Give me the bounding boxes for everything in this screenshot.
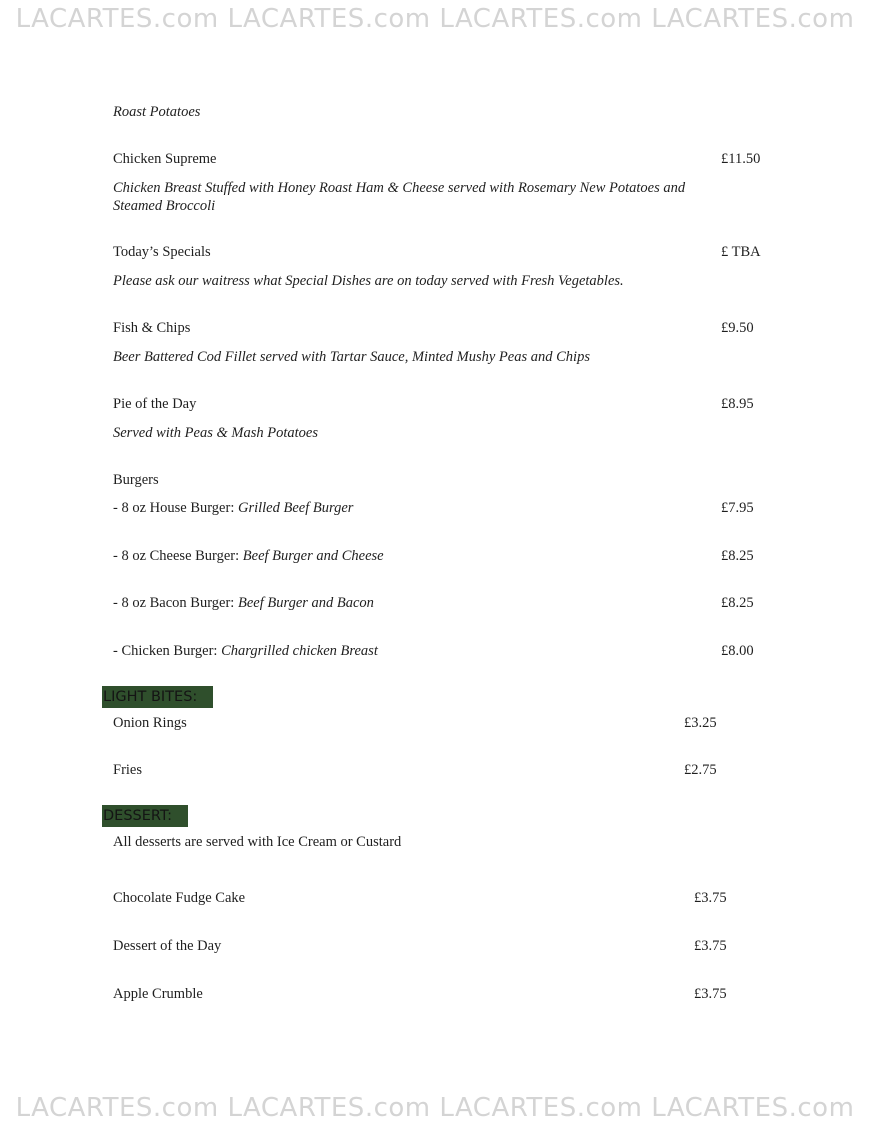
dessert-price: £3.75 (694, 938, 727, 954)
item-name: Today’s Specials (113, 244, 211, 260)
item-name: - Chicken Burger: (113, 643, 222, 659)
burger-price-bacon: £8.25 (721, 595, 754, 611)
item-description: Beef Burger and Cheese (242, 548, 384, 564)
item-price: £9.50 (721, 320, 754, 336)
burgers-heading: Burgers (113, 472, 159, 488)
watermark-top: LACARTES.com LACARTES.com LACARTES.com LACARTES.com (15, 4, 855, 34)
item-description: Grilled Beef Burger (237, 500, 354, 516)
item-name: - 8 oz House Burger: (113, 500, 238, 516)
item-name: - 8 oz Bacon Burger: (113, 595, 238, 611)
burger-item-cheese (113, 547, 384, 565)
continued-note: Roast Potatoes (113, 104, 201, 120)
burger-price-chicken: £8.00 (721, 643, 754, 659)
dessert-name: Apple Crumble (113, 986, 203, 1002)
item-description: Beef Burger and Bacon (237, 595, 374, 611)
dessert-name: Chocolate Fudge Cake (113, 890, 246, 906)
item-description: Chargrilled chicken Breast (221, 643, 378, 659)
item-price: £ TBA (721, 244, 761, 260)
item-name: Fish & Chips (113, 320, 191, 336)
section-heading-light-bites: LIGHT BITES: (102, 686, 213, 708)
light-bite-price: £3.25 (684, 715, 717, 731)
light-bite-price: £2.75 (684, 762, 717, 778)
burger-price-house: £7.95 (721, 500, 754, 516)
section-heading-dessert: DESSERT: (102, 805, 188, 827)
item-description: Served with Peas & Mash Potatoes (113, 425, 318, 441)
item-price: £11.50 (721, 151, 761, 167)
item-description: Chicken Breast Stuffed with Honey Roast Ham & Cheese served with Rosemary New Potatoes and Steamed Broccoli (113, 180, 686, 214)
dessert-price: £3.75 (694, 986, 727, 1002)
dessert-note: All desserts are served with Ice Cream or Custard (113, 834, 402, 850)
light-bite-name: Onion Rings (113, 715, 187, 731)
dessert-price: £3.75 (694, 890, 727, 906)
burger-item-house (113, 499, 353, 517)
light-bite-name: Fries (113, 762, 142, 778)
watermark-bottom: LACARTES.com LACARTES.com LACARTES.com LACARTES.com (15, 1093, 855, 1123)
burger-item-bacon (113, 594, 374, 612)
dessert-name: Dessert of the Day (113, 938, 222, 954)
item-name: Pie of the Day (113, 396, 197, 412)
item-name: Chicken Supreme (113, 151, 217, 167)
item-description: Beer Battered Cod Fillet served with Tartar Sauce, Minted Mushy Peas and Chips (113, 349, 590, 365)
burger-item-chicken (113, 642, 378, 660)
item-name: - 8 oz Cheese Burger: (113, 548, 243, 564)
burger-price-cheese: £8.25 (721, 548, 754, 564)
item-description: Please ask our waitress what Special Dishes are on today served with Fresh Vegetables. (113, 273, 624, 289)
item-price: £8.95 (721, 396, 754, 412)
